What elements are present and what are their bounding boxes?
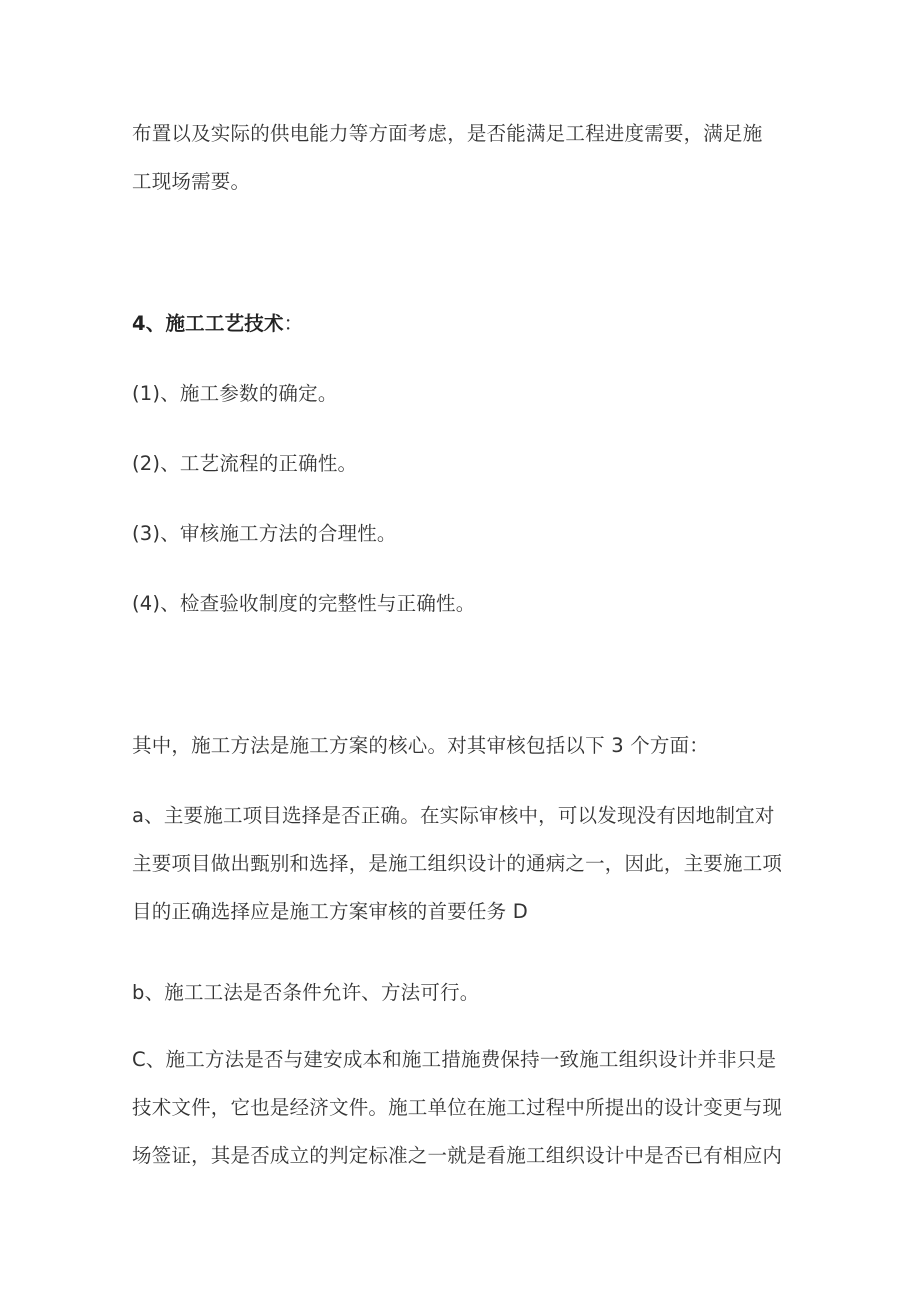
list-item: (2)、工艺流程的正确性。 [132, 452, 358, 475]
paragraph-power-line-1: 布置以及实际的供电能力等方面考虑，是否能满足工程进度需要，满足施 [132, 122, 763, 145]
list-item: (1)、施工参数的确定。 [132, 382, 338, 405]
section-heading-title: 4、施工工艺技术 [132, 312, 284, 335]
point-c-line-2: 技术文件，它也是经济文件。施工单位在施工过程中所提出的设计变更与现 [132, 1096, 783, 1119]
intro-paragraph: 其中，施工方法是施工方案的核心。对其审核包括以下 3 个方面： [132, 734, 710, 757]
point-a-line-3: 目的正确选择应是施工方案审核的首要任务 D [132, 900, 528, 923]
list-item: (3)、审核施工方法的合理性。 [132, 522, 397, 545]
point-a-line-1: a、主要施工项目选择是否正确。在实际审核中，可以发现没有因地制宜对 [132, 804, 775, 827]
list-item: (4)、检查验收制度的完整性与正确性。 [132, 592, 476, 615]
point-a-line-2: 主要项目做出甄别和选择，是施工组织设计的通病之一，因此，主要施工项 [132, 852, 783, 875]
point-c-line-1: C、施工方法是否与建安成本和施工措施费保持一致施工组织设计并非只是 [132, 1048, 777, 1071]
paragraph-power-line-2: 工现场需要。 [132, 170, 251, 193]
section-heading-colon: ： [283, 312, 304, 335]
point-c-line-3: 场签证，其是否成立的判定标准之一就是看施工组织设计中是否已有相应内 [132, 1144, 783, 1167]
point-b: b、施工工法是否条件允许、方法可行。 [132, 981, 480, 1004]
section-heading [132, 311, 303, 337]
